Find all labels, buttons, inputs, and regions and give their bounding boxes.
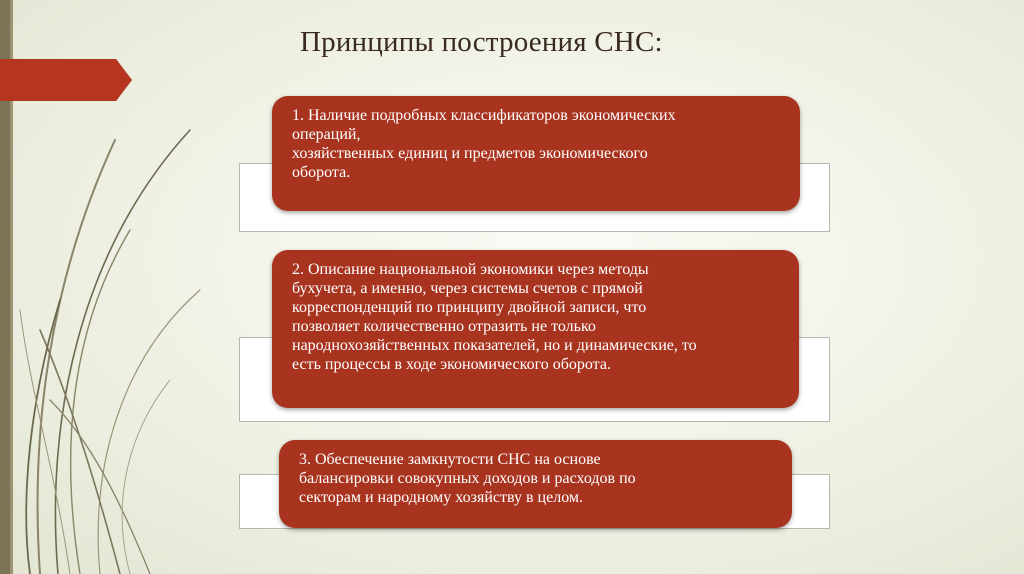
principle-text-1: 1. Наличие подробных классификаторов экономических операций, хозяйственных единиц и предметов экономического оборота. (292, 107, 676, 181)
title-arrow-banner (0, 59, 132, 101)
principle-text-3: 3. Обеспечение замкнутости СНС на основе балансировки совокупных доходов и расходов по секторам и народному хозяйству в целом. (299, 451, 636, 506)
principle-text-2: 2. Описание национальной экономики через методы бухучета, а именно, через системы счетов с прямой корреспонденций по принципу двойной записи, что позволяет количественно отразить не только народнохозяйственных показателей, но и динамические, то есть процессы в ходе экономического оборота. (292, 261, 697, 373)
principle-box-2 (272, 250, 799, 408)
slide-title: Принципы построения СНС: (300, 26, 663, 58)
principle-box-3 (279, 440, 792, 528)
principle-box-1 (272, 96, 800, 211)
